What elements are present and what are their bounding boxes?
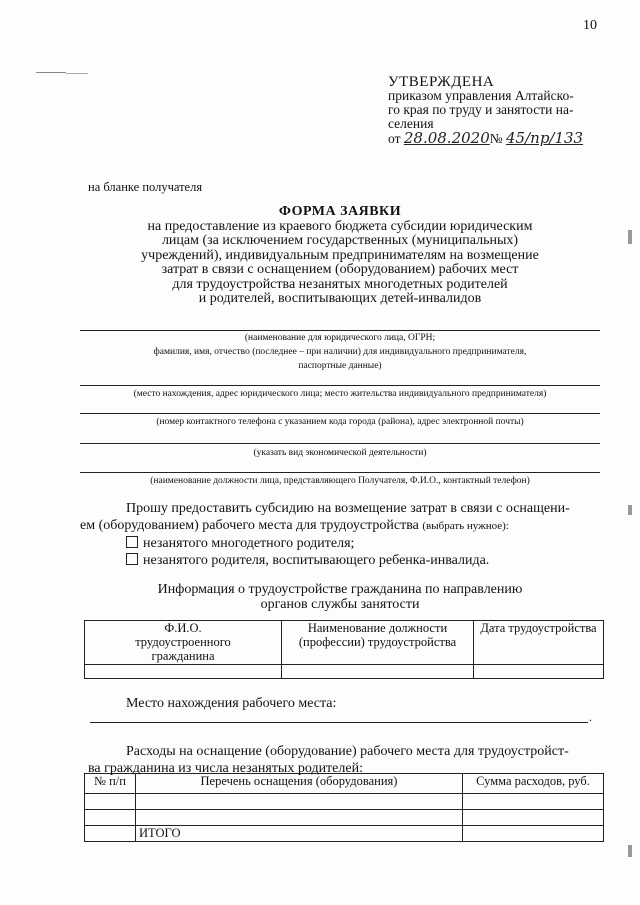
- scan-mark: [66, 73, 88, 74]
- table-row[interactable]: [85, 810, 604, 826]
- request-line: ем (оборудованием) рабочего места для трудоустройства (выбрать нужное):: [80, 518, 509, 533]
- table-total-row: [85, 826, 604, 842]
- request-paragraph: [80, 500, 605, 569]
- representative-field-caption: (наименование должности лица, представляющего Получателя, Ф.И.О., контактный телефон): [150, 476, 530, 486]
- request-line: Прошу предоставить субсидию на возмещение затрат в связи с оснащени-: [126, 501, 570, 516]
- form-subtitle-line: учреждений), индивидуальным предпринимателям на возмещение: [141, 247, 539, 263]
- approval-line: селения: [388, 116, 434, 131]
- phone-field-caption: (номер контактного телефона с указанием кода города (района), адрес электронной почты): [156, 417, 524, 427]
- table-header-row: [85, 621, 604, 665]
- name-field-caption: (наименование для юридического лица, ОГРН; фамилия, имя, отчество (последнее – при наличии) для индивидуального предпринимателя, паспортные данные): [153, 333, 527, 371]
- handwritten-date: 28.08.2020: [403, 129, 490, 147]
- approval-title: УТВЕРЖДЕНА: [388, 74, 495, 90]
- option-disabled-child[interactable]: незанятого родителя, воспитывающего ребенка-инвалида.: [80, 552, 605, 569]
- approval-line: го края по труду и занятости на-: [388, 102, 574, 117]
- workplace-location-label: Место нахождения рабочего места:: [126, 696, 337, 711]
- form-subtitle-line: лицам (за исключением государственных (муниципальных): [161, 233, 519, 248]
- col-equipment: Перечень оснащения (оборудования): [136, 774, 463, 794]
- total-label: ИТОГО: [136, 826, 463, 842]
- employment-table: [84, 620, 604, 679]
- activity-field-caption: (указать вид экономической деятельности): [253, 448, 427, 458]
- handwritten-number: 45/пр/133: [506, 129, 584, 147]
- col-number: № п/п: [85, 774, 136, 794]
- from-label: от: [388, 131, 401, 146]
- workplace-location-line[interactable]: [90, 722, 588, 723]
- table-header-row: [85, 774, 604, 794]
- scan-mark: [36, 72, 66, 73]
- phone-field-line[interactable]: [80, 413, 600, 414]
- col-position: Наименование должности (профессии) трудоустройства: [282, 621, 474, 665]
- checkbox-icon[interactable]: [126, 536, 138, 548]
- form-subtitle-line: и родителей, воспитывающих детей-инвалидов: [198, 291, 482, 306]
- scan-mark: [628, 845, 632, 857]
- request-note: (выбрать нужное):: [422, 520, 509, 532]
- page-number: 10: [583, 18, 597, 33]
- scan-mark: [628, 505, 632, 515]
- address-field-line[interactable]: [80, 385, 600, 386]
- col-amount: Сумма расходов, руб.: [463, 774, 604, 794]
- expenses-paragraph: Расходы на оснащение (оборудование) рабочего места для трудоустройст- ва гражданина из числа незанятых родителей:: [88, 744, 569, 776]
- workplace-dot: .: [589, 710, 592, 724]
- activity-field-line[interactable]: [80, 443, 600, 444]
- form-title: ФОРМА ЗАЯВКИ: [278, 204, 402, 219]
- number-label: №: [489, 131, 503, 146]
- form-subtitle-line: на предоставление из краевого бюджета субсидии юридическим: [147, 218, 533, 234]
- table-row[interactable]: [85, 794, 604, 810]
- address-field-caption: (место нахождения, адрес юридического лица; место жительства индивидуального предпринимателя): [133, 389, 547, 399]
- form-subtitle-line: затрат в связи с оснащением (оборудованием) рабочих мест: [161, 262, 519, 277]
- approval-line: приказом управления Алтайско-: [388, 88, 574, 103]
- form-subtitle-line: для трудоустройства незанятых многодетных родителей: [172, 276, 508, 292]
- representative-field-line[interactable]: [80, 472, 600, 473]
- table-row[interactable]: [85, 665, 604, 679]
- letterhead-note: на бланке получателя: [88, 180, 203, 194]
- approval-block: [388, 75, 603, 146]
- col-fio: Ф.И.О. трудоустроенного гражданина: [85, 621, 282, 665]
- scan-mark: [628, 230, 632, 244]
- expenses-table: [84, 773, 604, 842]
- col-date: Дата трудоустройства: [474, 621, 604, 665]
- form-title-block: [140, 205, 540, 307]
- approval-date-row: [388, 131, 603, 146]
- checkbox-icon[interactable]: [126, 553, 138, 565]
- option-multichild[interactable]: незанятого многодетного родителя;: [80, 535, 605, 552]
- employment-heading: Информация о трудоустройстве гражданина по направлению органов службы занятости: [157, 582, 523, 612]
